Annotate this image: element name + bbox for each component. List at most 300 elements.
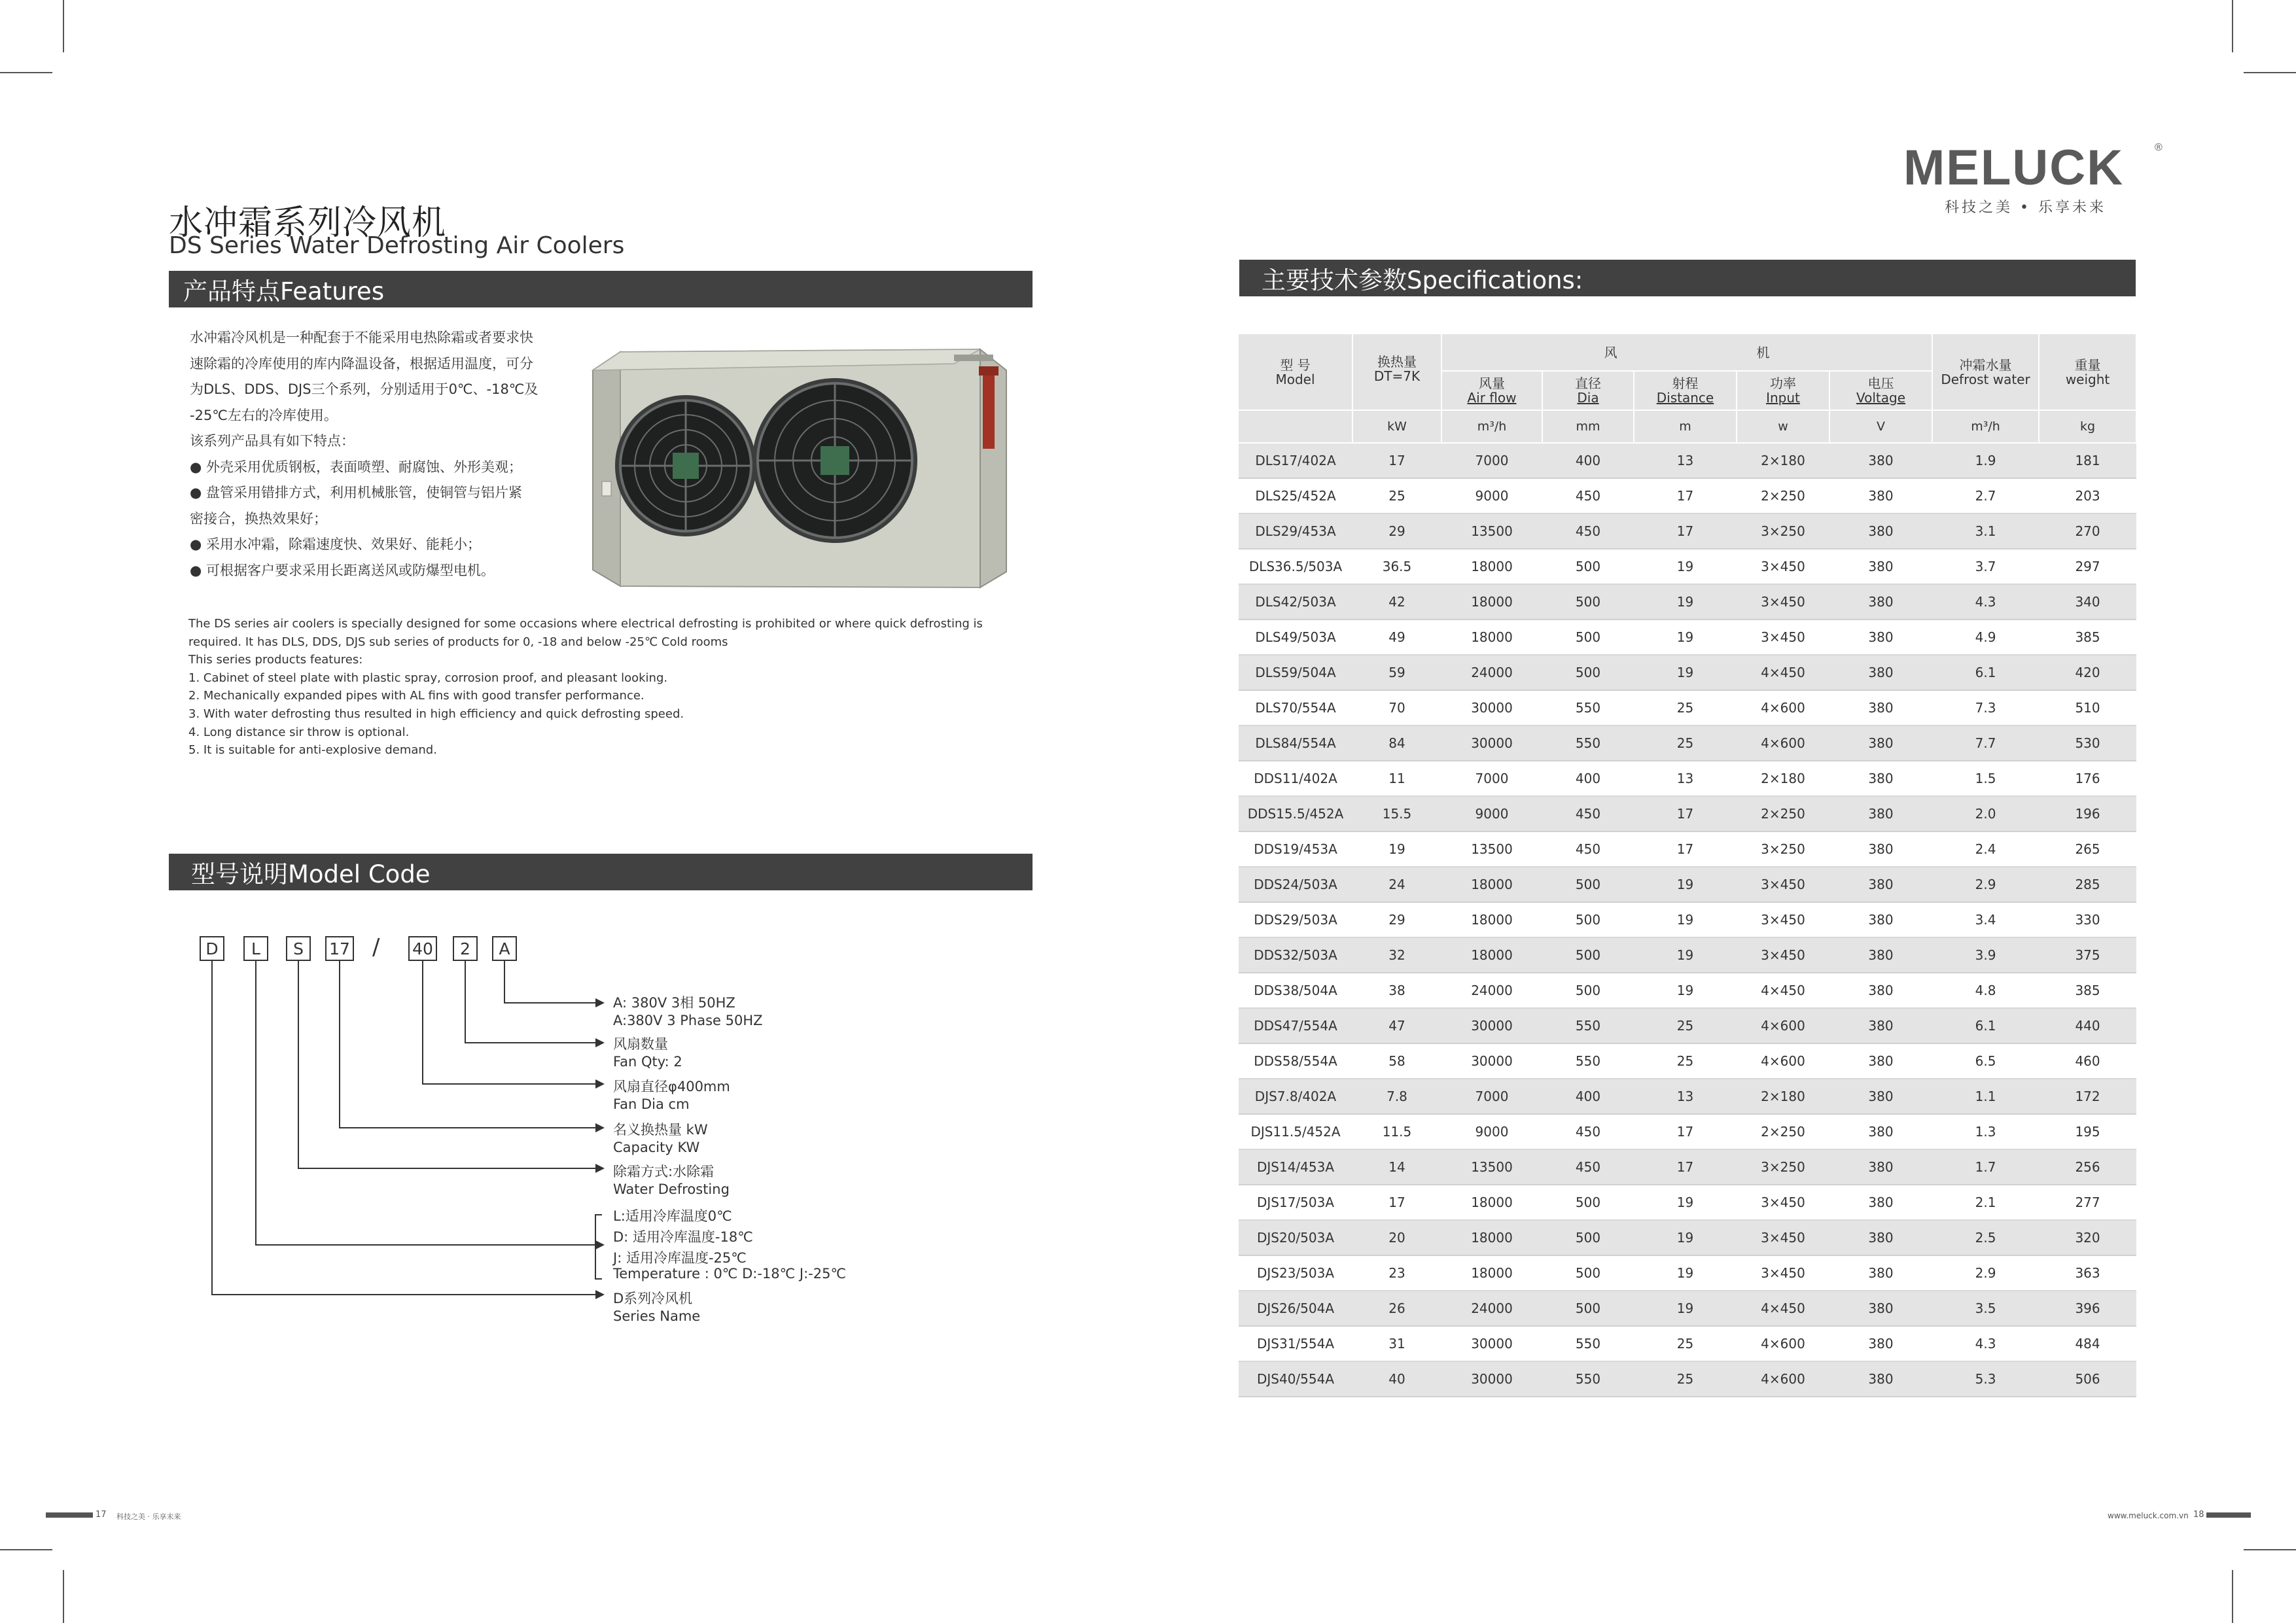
table-cell: 7.7 — [1932, 725, 2039, 761]
features-en-line: This series products features: — [188, 653, 363, 667]
table-cell: 19 — [1634, 1255, 1737, 1291]
table-cell: 19 — [1634, 973, 1737, 1008]
unit-cell: mm — [1542, 410, 1634, 443]
table-cell: 2×250 — [1737, 478, 1829, 514]
table-row — [1239, 725, 2136, 761]
table-cell: 380 — [1829, 902, 1932, 937]
table-row — [1239, 902, 2136, 937]
crop-mark — [2232, 0, 2233, 52]
table-cell: 1.7 — [1932, 1149, 2039, 1185]
table-cell: 450 — [1542, 1149, 1634, 1185]
th-voltage-en: Voltage — [1856, 390, 1906, 406]
table-cell: 25 — [1352, 478, 1441, 514]
legend-line: D系列冷风机 — [613, 1291, 693, 1306]
code-slash: / — [372, 934, 380, 960]
table-cell: 7000 — [1441, 761, 1542, 796]
unit-cell: kW — [1352, 410, 1441, 443]
legend-line: D: 适用冷库温度-18℃ — [613, 1229, 753, 1245]
table-cell: 3×250 — [1737, 514, 1829, 549]
table-cell: 2.9 — [1932, 867, 2039, 902]
table-cell: 3×450 — [1737, 937, 1829, 973]
features-cn-line: 为DLS、DDS、DJS三个系列，分别适用于0℃、-18℃及 — [190, 381, 539, 397]
features-cn-line: 密接合，换热效果好； — [190, 510, 327, 527]
th-input — [1737, 371, 1829, 410]
specs-header-label: 主要技术参数Specifications: — [1262, 266, 1583, 294]
table-cell: 1.1 — [1932, 1079, 2039, 1114]
table-cell: 3.1 — [1932, 514, 2039, 549]
specs-header — [1239, 260, 2136, 296]
table-row — [1239, 478, 2136, 514]
crop-mark — [2244, 72, 2296, 73]
table-cell: 11.5 — [1352, 1114, 1441, 1149]
table-cell: 340 — [2039, 584, 2136, 620]
table-cell: 4×450 — [1737, 1291, 1829, 1326]
table-cell: 5.3 — [1932, 1361, 2039, 1397]
table-cell: 3×450 — [1737, 620, 1829, 655]
table-cell: 500 — [1542, 620, 1634, 655]
features-en-line: 2. Mechanically expanded pipes with AL fins with good transfer performance. — [188, 689, 645, 703]
legend-fan-dia — [613, 1078, 730, 1113]
table-cell: 19 — [1352, 831, 1441, 867]
table-cell: 380 — [1829, 1114, 1932, 1149]
table-cell: 19 — [1634, 937, 1737, 973]
table-cell: 380 — [1829, 514, 1932, 549]
unit-cell: m — [1634, 410, 1737, 443]
table-cell: 18000 — [1441, 549, 1542, 584]
table-cell: 181 — [2039, 443, 2136, 478]
th-dia — [1542, 371, 1634, 410]
table-cell: 14 — [1352, 1149, 1441, 1185]
model-cell: DJS11.5/452A — [1239, 1114, 1352, 1149]
table-row — [1239, 1043, 2136, 1079]
table-cell: 484 — [2039, 1326, 2136, 1361]
model-cell: DJS14/453A — [1239, 1149, 1352, 1185]
table-cell: 30000 — [1441, 725, 1542, 761]
table-cell: 500 — [1542, 937, 1634, 973]
table-cell: 3×450 — [1737, 584, 1829, 620]
table-cell: 4×600 — [1737, 1361, 1829, 1397]
table-cell: 380 — [1829, 655, 1932, 690]
model-cell: DLS84/554A — [1239, 725, 1352, 761]
table-cell: 400 — [1542, 443, 1634, 478]
features-cn-line: 水冲霜冷风机是一种配套于不能采用电热除霜或者要求快 — [190, 330, 533, 345]
th-weight-en: weight — [2065, 371, 2110, 387]
table-cell: 36.5 — [1352, 549, 1441, 584]
legend-line: Water Defrosting — [613, 1181, 730, 1197]
features-cn-line: -25℃左右的冷库使用。 — [190, 407, 338, 423]
table-cell: 13500 — [1441, 1149, 1542, 1185]
legend-line: Fan Qty: 2 — [613, 1054, 682, 1070]
table-cell: 3×250 — [1737, 1149, 1829, 1185]
table-cell: 3×450 — [1737, 1185, 1829, 1220]
table-cell: 13500 — [1441, 831, 1542, 867]
table-cell: 320 — [2039, 1220, 2136, 1255]
table-cell: 4×600 — [1737, 1008, 1829, 1043]
table-cell: 500 — [1542, 973, 1634, 1008]
table-cell: 19 — [1634, 902, 1737, 937]
legend-line: J: 适用冷库温度-25℃ — [613, 1250, 747, 1266]
crop-mark — [63, 1570, 64, 1623]
table-cell: 2.7 — [1932, 478, 2039, 514]
table-cell: 4×600 — [1737, 690, 1829, 725]
table-cell: 18000 — [1441, 867, 1542, 902]
legend-line: A:380V 3 Phase 50HZ — [613, 1013, 763, 1028]
table-cell: 380 — [1829, 478, 1932, 514]
model-cell: DDS11/402A — [1239, 761, 1352, 796]
table-cell: 460 — [2039, 1043, 2136, 1079]
table-cell: 500 — [1542, 1185, 1634, 1220]
model-cell: DLS70/554A — [1239, 690, 1352, 725]
model-cell: DDS38/504A — [1239, 973, 1352, 1008]
logo-slogan: 科技之美 • 乐享未来 — [1945, 200, 2106, 216]
table-cell: 18000 — [1441, 584, 1542, 620]
th-airflow-cn: 风量 — [1479, 375, 1505, 391]
table-cell: 172 — [2039, 1079, 2136, 1114]
features-en-line: required. It has DLS, DDS, DJS sub series of products for 0, -18 and below -25℃ Cold rooms — [188, 635, 728, 649]
table-cell: 380 — [1829, 1291, 1932, 1326]
table-cell: 7000 — [1441, 1079, 1542, 1114]
table-cell: 3.5 — [1932, 1291, 2039, 1326]
footer-bar-left — [46, 1512, 93, 1518]
legend-line: Temperature : 0℃ D:-18℃ J:-25℃ — [613, 1266, 847, 1282]
table-cell: 42 — [1352, 584, 1441, 620]
table-cell: 400 — [1542, 1079, 1634, 1114]
model-cell: DJS40/554A — [1239, 1361, 1352, 1397]
table-row — [1239, 796, 2136, 831]
table-cell: 70 — [1352, 690, 1441, 725]
table-cell: 380 — [1829, 1079, 1932, 1114]
table-cell: 550 — [1542, 1326, 1634, 1361]
legend-line: Series Name — [613, 1308, 701, 1324]
table-cell: 13 — [1634, 761, 1737, 796]
th-dia-en: Dia — [1577, 390, 1599, 406]
features-en-line: The DS series air coolers is specially designed for some occasions where electrical defrosting is prohibited or where quick defrosting is — [188, 617, 983, 631]
model-cell: DDS15.5/452A — [1239, 796, 1352, 831]
table-cell: 265 — [2039, 831, 2136, 867]
features-cn-line: 速除霜的冷库使用的库内降温设备，根据适用温度，可分 — [190, 355, 533, 372]
table-cell: 380 — [1829, 1149, 1932, 1185]
table-cell: 385 — [2039, 620, 2136, 655]
table-cell: 450 — [1542, 478, 1634, 514]
table-cell: 3.9 — [1932, 937, 2039, 973]
table-cell: 30000 — [1441, 690, 1542, 725]
unit-cell: m³/h — [1932, 410, 2039, 443]
spec-table-body — [1239, 443, 2136, 1397]
table-cell: 4×600 — [1737, 725, 1829, 761]
table-cell: 25 — [1634, 1008, 1737, 1043]
table-cell: 17 — [1634, 478, 1737, 514]
legend-line: A: 380V 3相 50HZ — [613, 995, 735, 1011]
model-cell: DLS17/402A — [1239, 443, 1352, 478]
table-cell: 18000 — [1441, 1255, 1542, 1291]
table-cell: 3×450 — [1737, 1255, 1829, 1291]
table-cell: 17 — [1634, 831, 1737, 867]
th-capacity: 换热量 DT=7K — [1352, 334, 1441, 410]
table-cell: 17 — [1352, 1185, 1441, 1220]
table-row — [1239, 973, 2136, 1008]
table-cell: 380 — [1829, 1361, 1932, 1397]
table-cell: 13 — [1634, 1079, 1737, 1114]
table-cell: 40 — [1352, 1361, 1441, 1397]
model-cell: DDS29/503A — [1239, 902, 1352, 937]
th-defrost-en: Defrost water — [1941, 371, 2030, 387]
table-cell: 380 — [1829, 1220, 1932, 1255]
features-cn-line: ● 采用水冲霜，除霜速度快、效果好、能耗小； — [190, 536, 481, 552]
table-cell: 380 — [1829, 584, 1932, 620]
table-cell: 17 — [1352, 443, 1441, 478]
table-cell: 506 — [2039, 1361, 2136, 1397]
table-cell: 195 — [2039, 1114, 2136, 1149]
th-fan-group — [1441, 334, 1932, 371]
table-cell: 19 — [1634, 1185, 1737, 1220]
table-cell: 17 — [1634, 1114, 1737, 1149]
table-cell: 500 — [1542, 867, 1634, 902]
table-cell: 19 — [1634, 549, 1737, 584]
table-cell: 380 — [1829, 1043, 1932, 1079]
crop-mark — [2244, 1549, 2296, 1550]
model-cell: DDS19/453A — [1239, 831, 1352, 867]
code-box: D — [200, 936, 224, 961]
table-row — [1239, 937, 2136, 973]
table-cell: 4×600 — [1737, 1326, 1829, 1361]
table-cell: 380 — [1829, 690, 1932, 725]
crop-mark — [0, 1549, 52, 1550]
features-en-line: 3. With water defrosting thus resulted in high efficiency and quick defrosting speed. — [188, 707, 684, 721]
table-cell: 4×450 — [1737, 655, 1829, 690]
table-cell: 285 — [2039, 867, 2136, 902]
table-cell: 17 — [1634, 514, 1737, 549]
table-cell: 277 — [2039, 1185, 2136, 1220]
table-cell: 19 — [1634, 1291, 1737, 1326]
th-voltage-cn: 电压 — [1867, 375, 1894, 391]
table-cell: 380 — [1829, 1185, 1932, 1220]
table-cell: 3×450 — [1737, 1220, 1829, 1255]
table-cell: 380 — [1829, 549, 1932, 584]
th-airflow — [1441, 371, 1542, 410]
table-cell: 25 — [1634, 1043, 1737, 1079]
legend-line: 风扇数量 — [613, 1036, 668, 1052]
th-input-cn: 功率 — [1770, 375, 1796, 391]
th-distance-cn: 射程 — [1672, 375, 1699, 391]
table-row — [1239, 1220, 2136, 1255]
legend-line: L:适用冷库温度0℃ — [613, 1208, 732, 1224]
model-cell: DJS26/504A — [1239, 1291, 1352, 1326]
table-cell: 6.1 — [1932, 655, 2039, 690]
table-cell: 7.3 — [1932, 690, 2039, 725]
logo-text: MELUCK — [1903, 140, 2125, 196]
table-cell: 18000 — [1441, 1220, 1542, 1255]
table-row — [1239, 1185, 2136, 1220]
table-cell: 38 — [1352, 973, 1441, 1008]
table-cell: 6.5 — [1932, 1043, 2039, 1079]
table-cell: 380 — [1829, 620, 1932, 655]
table-cell: 4.3 — [1932, 584, 2039, 620]
table-cell: 2×180 — [1737, 443, 1829, 478]
table-cell: 25 — [1634, 725, 1737, 761]
table-row — [1239, 514, 2136, 549]
features-cn-line: ● 盘管采用错排方式，利用机械胀管，使铜管与铝片紧 — [190, 485, 522, 500]
table-row — [1239, 1149, 2136, 1185]
table-cell: 550 — [1542, 690, 1634, 725]
table-cell: 9000 — [1441, 1114, 1542, 1149]
table-cell: 2.1 — [1932, 1185, 2039, 1220]
table-cell: 17 — [1634, 796, 1737, 831]
th-weight — [2039, 334, 2136, 410]
table-cell: 19 — [1634, 655, 1737, 690]
table-cell: 9000 — [1441, 796, 1542, 831]
legend-line: 风扇直径φ400mm — [613, 1079, 730, 1094]
table-row — [1239, 761, 2136, 796]
table-cell: 380 — [1829, 796, 1932, 831]
table-cell: 29 — [1352, 514, 1441, 549]
table-cell: 18000 — [1441, 620, 1542, 655]
features-en-line: 4. Long distance sir throw is optional. — [188, 725, 410, 739]
fan-icon — [752, 378, 917, 543]
model-cell: DLS29/453A — [1239, 514, 1352, 549]
spec-table — [1239, 334, 2137, 1397]
table-cell: 7000 — [1441, 443, 1542, 478]
table-cell: 2×250 — [1737, 1114, 1829, 1149]
table-cell: 385 — [2039, 973, 2136, 1008]
table-cell: 1.3 — [1932, 1114, 2039, 1149]
table-cell: 530 — [2039, 725, 2136, 761]
table-row — [1239, 1114, 2136, 1149]
table-cell: 24 — [1352, 867, 1441, 902]
table-cell: 25 — [1634, 1361, 1737, 1397]
table-cell: 420 — [2039, 655, 2136, 690]
table-row — [1239, 620, 2136, 655]
code-box: 2 — [453, 936, 478, 961]
legend-line: 除霜方式:水除霜 — [613, 1164, 715, 1179]
footer-right-page: 18 — [2193, 1510, 2204, 1520]
table-cell: 32 — [1352, 937, 1441, 973]
legend-voltage — [613, 994, 763, 1030]
features-header-label: 产品特点Features — [183, 277, 385, 305]
table-cell: 26 — [1352, 1291, 1441, 1326]
table-cell: 380 — [1829, 1008, 1932, 1043]
legend-line: Capacity KW — [613, 1140, 700, 1155]
legend-line: 名义换热量 kW — [613, 1122, 708, 1138]
table-cell: 18000 — [1441, 1185, 1542, 1220]
table-cell: 380 — [1829, 1255, 1932, 1291]
table-cell: 3×450 — [1737, 902, 1829, 937]
table-cell: 2.9 — [1932, 1255, 2039, 1291]
legend-defrost — [613, 1163, 730, 1198]
th-model-cn: 型 号 — [1280, 357, 1311, 373]
table-row — [1239, 1326, 2136, 1361]
page-title-cn: 水冲霜系列冷风机 — [169, 203, 447, 243]
table-cell: 270 — [2039, 514, 2136, 549]
table-cell: 500 — [1542, 902, 1634, 937]
table-cell: 380 — [1829, 761, 1932, 796]
table-cell: 2.0 — [1932, 796, 2039, 831]
table-cell: 7.8 — [1352, 1079, 1441, 1114]
table-cell: 58 — [1352, 1043, 1441, 1079]
table-cell: 4.3 — [1932, 1326, 2039, 1361]
model-cell: DJS7.8/402A — [1239, 1079, 1352, 1114]
page-title-en: DS Series Water Defrosting Air Coolers — [169, 232, 625, 259]
table-cell: 380 — [1829, 1326, 1932, 1361]
model-cell: DDS24/503A — [1239, 867, 1352, 902]
table-row — [1239, 867, 2136, 902]
th-voltage — [1829, 371, 1932, 410]
table-cell: 550 — [1542, 725, 1634, 761]
logo-registered: ® — [2155, 142, 2163, 153]
table-cell: 550 — [1542, 1043, 1634, 1079]
crop-mark — [2232, 1570, 2233, 1623]
table-row — [1239, 1291, 2136, 1326]
th-model — [1239, 334, 1352, 410]
th-fan-group-cn2: 机 — [1756, 344, 1770, 360]
table-cell: 510 — [2039, 690, 2136, 725]
table-cell: 4×450 — [1737, 973, 1829, 1008]
table-cell: 30000 — [1441, 1326, 1542, 1361]
model-cell: DJS31/554A — [1239, 1326, 1352, 1361]
table-cell: 380 — [1829, 973, 1932, 1008]
table-cell: 4×600 — [1737, 1043, 1829, 1079]
table-cell: 550 — [1542, 1008, 1634, 1043]
table-cell: 440 — [2039, 1008, 2136, 1043]
model-cell: DLS25/452A — [1239, 478, 1352, 514]
table-cell: 25 — [1634, 690, 1737, 725]
table-cell: 330 — [2039, 902, 2136, 937]
unit-cell: w — [1737, 410, 1829, 443]
legend-line: Fan Dia cm — [613, 1096, 690, 1112]
table-cell: 25 — [1634, 1326, 1737, 1361]
legend-series — [613, 1290, 700, 1325]
model-cell: DLS49/503A — [1239, 620, 1352, 655]
table-cell: 500 — [1542, 655, 1634, 690]
table-cell: 3.4 — [1932, 902, 2039, 937]
table-cell: 29 — [1352, 902, 1441, 937]
table-cell: 380 — [1829, 937, 1932, 973]
th-distance — [1634, 371, 1737, 410]
model-code-connectors — [0, 0, 654, 1374]
table-cell: 2×250 — [1737, 796, 1829, 831]
code-box: 40 — [408, 936, 437, 961]
table-cell: 450 — [1542, 1114, 1634, 1149]
table-cell: 3×250 — [1737, 831, 1829, 867]
model-cell: DDS47/554A — [1239, 1008, 1352, 1043]
th-model-en: Model — [1275, 371, 1315, 387]
table-cell: 20 — [1352, 1220, 1441, 1255]
unit-cell: V — [1829, 410, 1932, 443]
table-row — [1239, 443, 2136, 478]
table-cell: 450 — [1542, 514, 1634, 549]
table-row — [1239, 831, 2136, 867]
table-cell: 18000 — [1441, 937, 1542, 973]
table-cell: 6.1 — [1932, 1008, 2039, 1043]
model-cell: DLS36.5/503A — [1239, 549, 1352, 584]
footer-left-text: 科技之美 · 乐享未来 — [116, 1512, 181, 1521]
code-box: A — [492, 936, 517, 961]
table-cell: 500 — [1542, 584, 1634, 620]
features-cn-line: ● 外壳采用优质钢板，表面喷塑、耐腐蚀、外形美观； — [190, 459, 522, 475]
table-cell: 24000 — [1441, 973, 1542, 1008]
th-airflow-en: Air flow — [1467, 390, 1517, 406]
table-cell: 396 — [2039, 1291, 2136, 1326]
unit-cell: kg — [2039, 410, 2136, 443]
table-cell: 450 — [1542, 831, 1634, 867]
table-cell: 19 — [1634, 867, 1737, 902]
unit-cell: m³/h — [1441, 410, 1542, 443]
table-cell: 19 — [1634, 620, 1737, 655]
table-cell: 375 — [2039, 937, 2136, 973]
table-cell: 59 — [1352, 655, 1441, 690]
table-cell: 24000 — [1441, 655, 1542, 690]
th-fan-group-cn: 风 — [1604, 344, 1617, 360]
table-cell: 380 — [1829, 725, 1932, 761]
